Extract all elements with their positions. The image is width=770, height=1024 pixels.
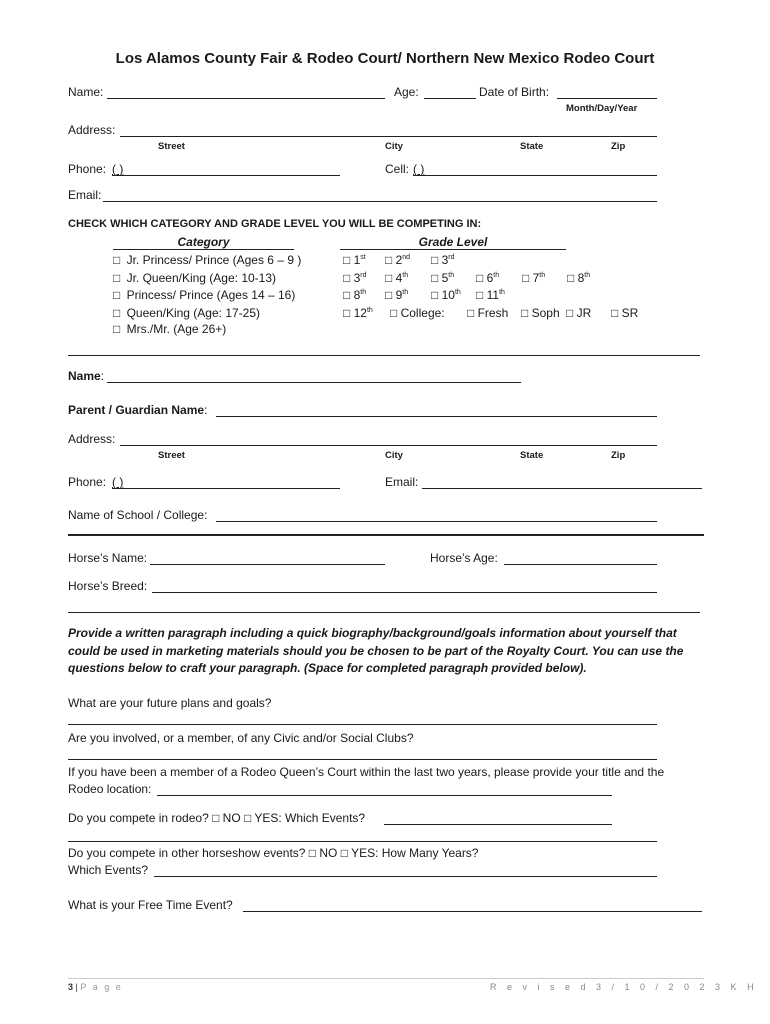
name2-field[interactable] <box>107 382 521 383</box>
form-title: Los Alamos County Fair & Rodeo Court/ Northern New Mexico Rodeo Court <box>115 50 655 67</box>
question-free-time: What is your Free Time Event? <box>68 898 233 912</box>
state-hint: State <box>520 141 544 152</box>
grade-3-alt[interactable]: □ 3rd <box>343 271 367 285</box>
instructions-line: could be used in marketing materials should you be chosen to be part of the Royalty Court. You can use the <box>68 644 684 658</box>
cell-field[interactable] <box>413 175 657 176</box>
page-number: 3 | P a g e <box>68 982 123 992</box>
section-divider <box>68 534 704 536</box>
email2-label: Email: <box>385 475 419 489</box>
email2-field[interactable] <box>422 488 702 489</box>
grade-4[interactable]: □ 4th <box>385 271 409 285</box>
zip-hint: Zip <box>611 141 626 152</box>
instructions-line: Provide a written paragraph including a quick biography/background/goals information about yourself that <box>68 626 677 640</box>
section-divider <box>68 612 700 613</box>
grade-7[interactable]: □ 7th <box>522 271 546 285</box>
category-header: Category <box>113 235 294 250</box>
state-hint: State <box>520 450 544 461</box>
age-field[interactable] <box>424 98 476 99</box>
checkbox[interactable]: □ <box>113 288 121 302</box>
question-compete-rodeo[interactable]: Do you compete in rodeo? □ NO □ YES: Which Events? <box>68 811 366 825</box>
age-label: Age: <box>394 85 419 99</box>
category-item[interactable]: □ Queen/King (Age: 17-25) <box>113 306 261 320</box>
grade-3[interactable]: □ 3rd <box>431 253 455 267</box>
horse-age-field[interactable] <box>504 564 657 565</box>
footer-rule <box>68 978 704 979</box>
name2-label: Name: <box>68 369 105 383</box>
zip-hint: Zip <box>611 450 626 461</box>
grade-jr[interactable]: □ JR <box>566 306 592 320</box>
answer-free-time[interactable] <box>243 911 702 912</box>
checkbox[interactable]: □ <box>113 306 121 320</box>
address-field[interactable] <box>120 136 657 137</box>
phone2-label: Phone: <box>68 475 107 489</box>
answer-clubs[interactable] <box>68 759 657 760</box>
checkbox[interactable]: □ <box>113 253 121 267</box>
school-field[interactable] <box>216 521 657 522</box>
school-label: Name of School / College: <box>68 508 208 522</box>
phone-field[interactable] <box>112 175 340 176</box>
grade-9[interactable]: □ 9th <box>385 288 409 302</box>
phone-label: Phone: <box>68 162 107 176</box>
phone2-field[interactable] <box>112 488 340 489</box>
address-label: Address: <box>68 123 116 137</box>
grade-8[interactable]: □ 8th <box>567 271 591 285</box>
question-horseshow[interactable]: Do you compete in other horseshow events? □ NO □ YES: How Many Years? <box>68 846 479 860</box>
grade-8-alt[interactable]: □ 8th <box>343 288 367 302</box>
category-item[interactable]: □ Jr. Princess/ Prince (Ages 6 – 9 ) <box>113 253 302 267</box>
grade-6[interactable]: □ 6th <box>476 271 500 285</box>
email-field[interactable] <box>103 201 657 202</box>
horse-breed-field[interactable] <box>152 592 657 593</box>
street-hint: Street <box>158 141 185 152</box>
category-item[interactable]: □ Jr. Queen/King (Age: 10-13) <box>113 271 277 285</box>
grade-soph[interactable]: □ Soph <box>521 306 560 320</box>
address2-label: Address: <box>68 432 116 446</box>
grade-10[interactable]: □ 10th <box>431 288 461 302</box>
parent-label: Parent / Guardian Name: <box>68 403 208 417</box>
name-field[interactable] <box>107 98 385 99</box>
city-hint: City <box>385 141 403 152</box>
grade-1[interactable]: □ 1st <box>343 253 366 267</box>
question-clubs: Are you involved, or a member, of any Civic and/or Social Clubs? <box>68 731 414 745</box>
answer-which-events[interactable] <box>154 876 657 877</box>
dob-hint: Month/Day/Year <box>566 103 638 114</box>
name-label: Name: <box>68 85 104 99</box>
dob-label: Date of Birth: <box>479 85 550 99</box>
grade-fresh[interactable]: □ Fresh <box>467 306 509 320</box>
section-divider <box>68 355 700 356</box>
address2-field[interactable] <box>120 445 657 446</box>
horse-name-label: Horse’s Name: <box>68 551 148 565</box>
category-item[interactable]: □ Mrs./Mr. (Age 26+) <box>113 322 227 336</box>
grade-sr[interactable]: □ SR <box>611 306 639 320</box>
cell-area-code: ( ) <box>413 162 425 176</box>
question-rodeo-court: If you have been a member of a Rodeo Queen’s Court within the last two years, please provide your title and the <box>68 765 665 779</box>
cell-label: Cell: <box>385 162 410 176</box>
revised-note: R e v i s e d 3 / 1 0 / 2 0 2 3 K H <box>490 982 758 992</box>
grade-2[interactable]: □ 2nd <box>385 253 411 267</box>
grade-11[interactable]: □ 11th <box>476 288 505 302</box>
checkbox[interactable]: □ <box>113 322 121 336</box>
horse-age-label: Horse’s Age: <box>430 551 498 565</box>
answer-rodeo-events[interactable] <box>384 824 612 825</box>
question-future-plans: What are your future plans and goals? <box>68 696 272 710</box>
dob-field[interactable] <box>557 98 657 99</box>
question-which-events: Which Events? <box>68 863 149 877</box>
grade-12[interactable]: □ 12th <box>343 306 373 320</box>
instructions-line: questions below to craft your paragraph. (Space for completed paragraph provided below). <box>68 661 587 675</box>
question-rodeo-location: Rodeo location: <box>68 782 152 796</box>
street-hint: Street <box>158 450 185 461</box>
city-hint: City <box>385 450 403 461</box>
answer-rodeo-events-line[interactable] <box>68 841 657 842</box>
email-label: Email: <box>68 188 102 202</box>
checkbox[interactable]: □ <box>113 271 121 285</box>
answer-rodeo-location[interactable] <box>157 795 612 796</box>
phone2-area-code: ( ) <box>112 475 124 489</box>
answer-future-plans[interactable] <box>68 724 657 725</box>
horse-name-field[interactable] <box>150 564 385 565</box>
grade-college[interactable]: □ College: <box>390 306 445 320</box>
grade-5[interactable]: □ 5th <box>431 271 455 285</box>
category-heading: CHECK WHICH CATEGORY AND GRADE LEVEL YOU WILL BE COMPETING IN: <box>68 218 482 230</box>
parent-field[interactable] <box>216 416 657 417</box>
horse-breed-label: Horse’s Breed: <box>68 579 148 593</box>
grade-level-header: Grade Level <box>340 235 566 250</box>
phone-area-code: ( ) <box>112 162 124 176</box>
category-item[interactable]: □ Princess/ Prince (Ages 14 – 16) <box>113 288 296 302</box>
